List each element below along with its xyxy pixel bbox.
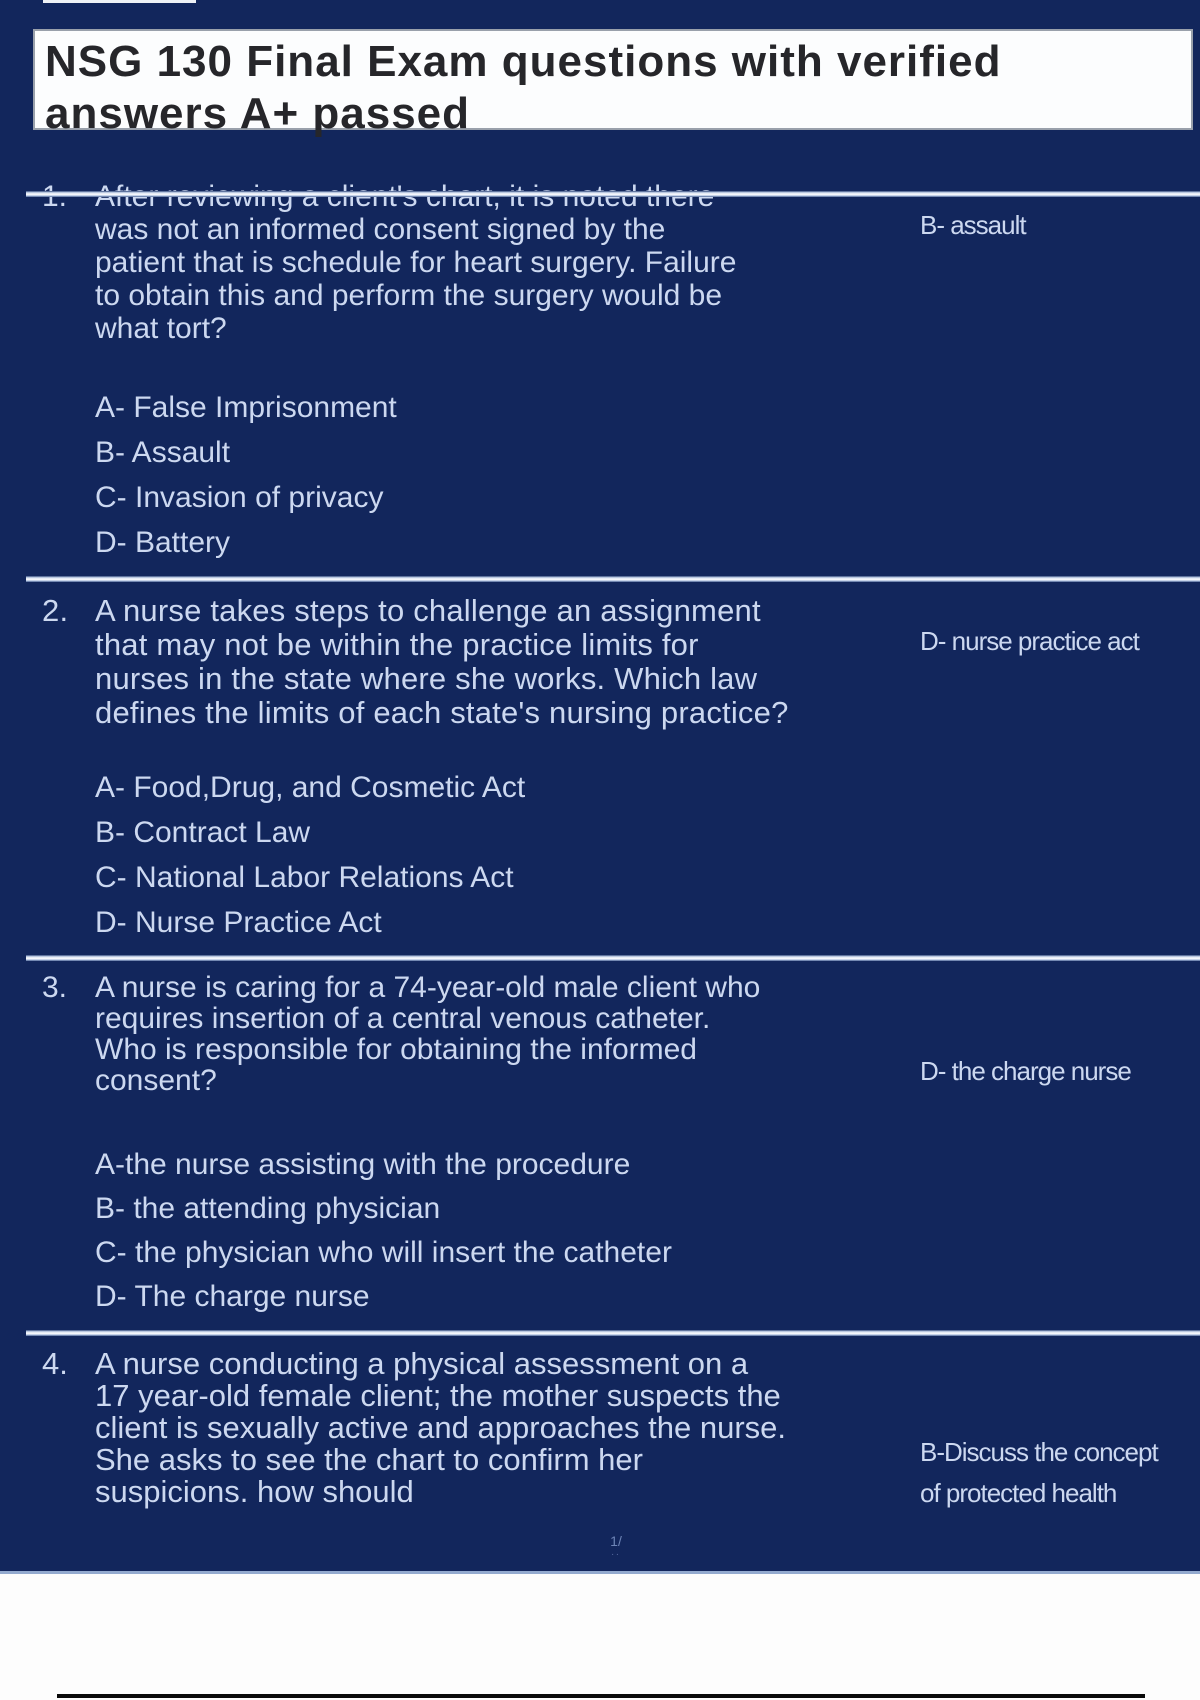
answer-annotation: D- nurse practice act [920,626,1139,656]
question-text [95,972,760,1096]
question-number: 2. [42,593,69,628]
table-rule-2 [26,576,1200,582]
option-line: B- Contract Law [95,816,311,849]
question-line: A nurse is caring for a 74-year-old male client who [95,971,761,1004]
option-line: B- the attending physician [95,1192,441,1225]
option-line: C- Invasion of privacy [95,481,384,514]
page-indicator-dots: .. [611,1547,621,1558]
answer-annotation [920,1432,1158,1514]
page-indicator-number: 1/ [610,1533,622,1549]
page-title-line-1: NSG 130 Final Exam questions with verified [45,37,1002,86]
question-line: client is sexually active and approaches the nurse. [95,1410,787,1445]
options-list [95,385,397,565]
question-line: was not an informed consent signed by the [95,213,666,246]
answer-line: of protected health [920,1478,1117,1508]
option-line: C- National Labor Relations Act [95,861,514,894]
question-line: Who is responsible for obtaining the informed [95,1033,697,1066]
question-line: A nurse conducting a physical assessment on a [95,1346,749,1381]
question-line: patient that is schedule for heart surgery. Failure [95,246,737,279]
top-edge-artifact [43,0,196,3]
table-rule-top [26,191,1200,197]
footer-boundary-line [0,1571,1200,1574]
option-line: D- Nurse Practice Act [95,906,382,939]
question-text [95,594,789,730]
option-line: D- The charge nurse [95,1280,370,1313]
option-line: D- Battery [95,526,231,559]
title-bar [33,29,1193,138]
question-line: She asks to see the chart to confirm her [95,1442,643,1477]
question-line: 17 year-old female client; the mother suspects the [95,1378,781,1413]
answer-annotation: D- the charge nurse [920,1056,1131,1086]
table-rule-3 [26,955,1200,961]
question-line: requires insertion of a central venous catheter. [95,1002,711,1035]
option-line: B- Assault [95,436,231,469]
table-rule-4 [26,1330,1200,1336]
question-line: nurses in the state where she works. Which law [95,661,758,696]
question-number: 3. [42,971,68,1004]
question-line: that may not be within the practice limits for [95,627,699,662]
question-line: what tort? [95,312,227,345]
page-title-line-2: answers A+ passed [45,89,471,138]
option-line: C- the physician who will insert the catheter [95,1236,672,1269]
question-number: 4. [42,1346,68,1381]
option-line: A- False Imprisonment [95,391,397,424]
question-line: suspicions. how should [95,1474,414,1509]
options-list [95,765,525,945]
option-line: A- Food,Drug, and Cosmetic Act [95,771,526,804]
question-line: A nurse takes steps to challenge an assignment [95,593,761,628]
answer-line: B-Discuss the concept [920,1437,1158,1467]
question-text [95,1348,786,1508]
answer-annotation: B- assault [920,210,1026,240]
footer-rule [57,1694,1145,1698]
option-line: A-the nurse assisting with the procedure [95,1148,631,1181]
question-line: defines the limits of each state's nursing practice? [95,695,789,730]
question-line: to obtain this and perform the surgery would be [95,279,723,312]
page-indicator [596,1534,636,1558]
question-text [95,180,736,345]
options-list [95,1143,672,1319]
question-line: consent? [95,1064,217,1097]
